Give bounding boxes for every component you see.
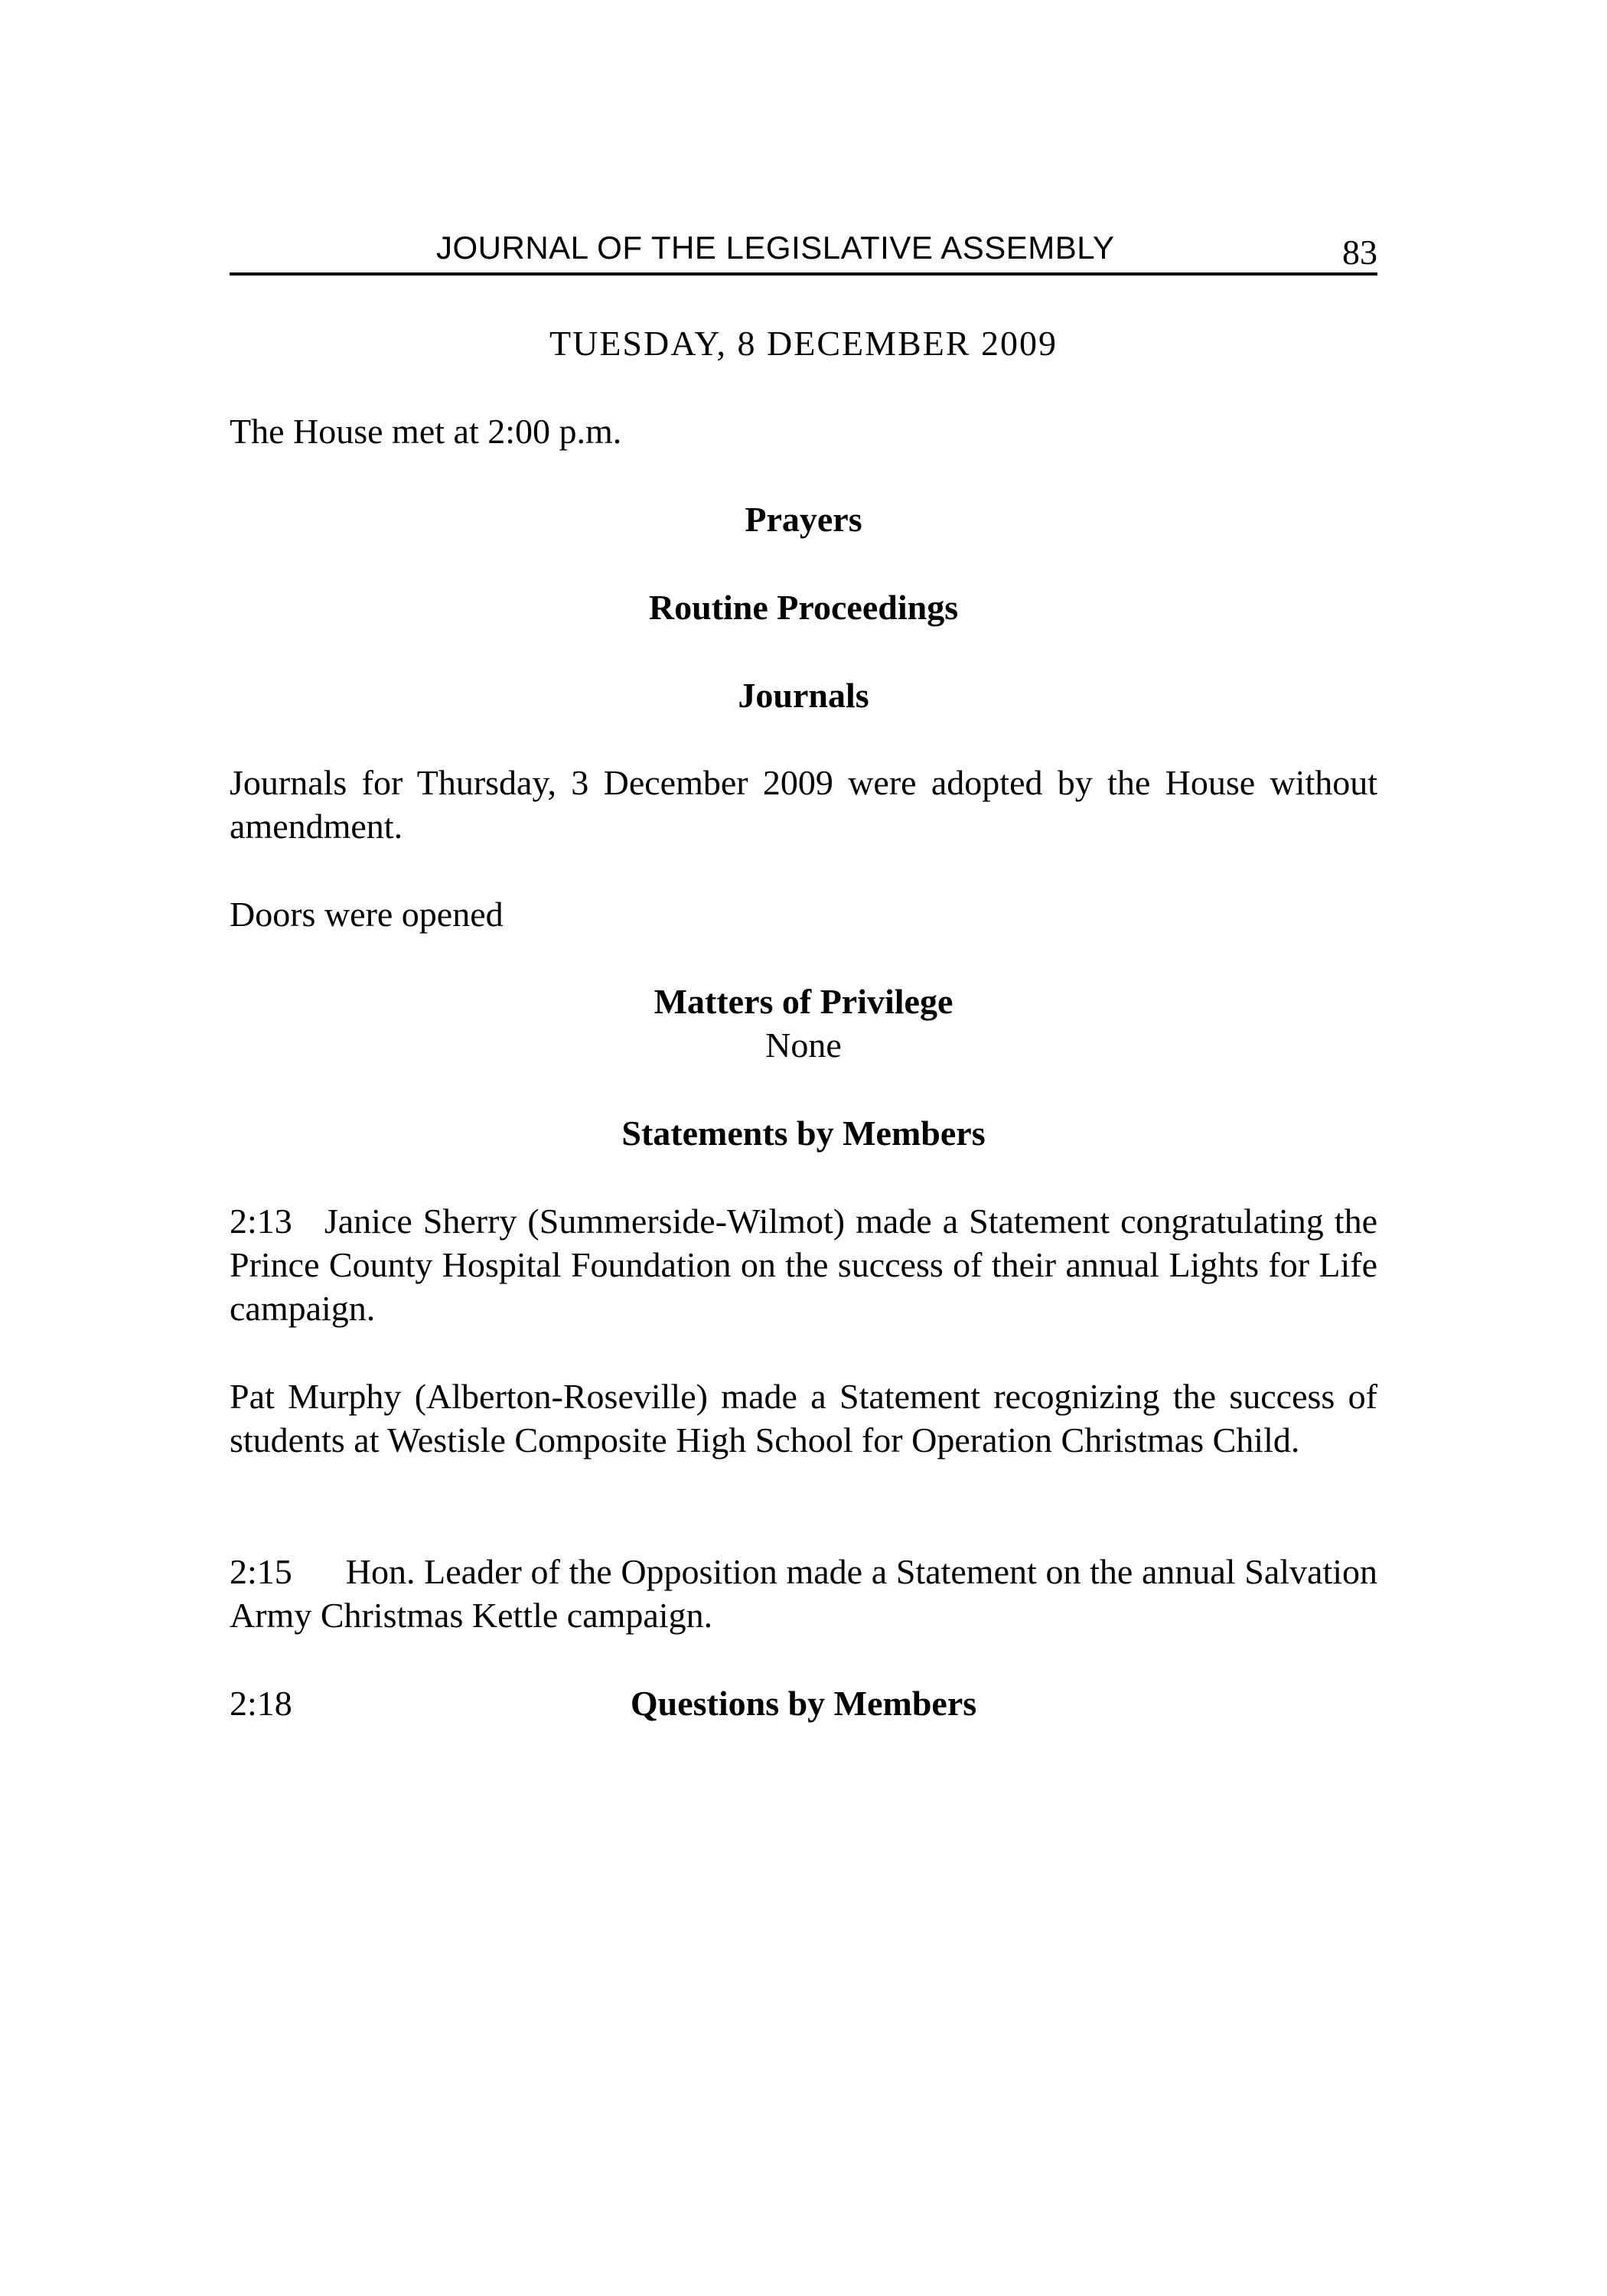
sitting-date: TUESDAY, 8 DECEMBER 2009 (549, 324, 1058, 363)
heading-prayers: Prayers (745, 500, 862, 539)
statement-text: Hon. Leader of the Opposition made a Statement on the annual Salvation Army Christmas Kettle campaign. (230, 1552, 1378, 1635)
page-number: 83 (1342, 233, 1377, 272)
privilege-none-note: None (765, 1026, 842, 1065)
heading-journals: Journals (738, 676, 869, 715)
opening-statement: The House met at 2:00 p.m. (230, 412, 622, 451)
heading-matters-of-privilege: Matters of Privilege (654, 982, 953, 1021)
heading-routine-proceedings: Routine Proceedings (648, 588, 959, 627)
header-rule (230, 272, 1377, 276)
running-header (230, 227, 1377, 274)
statement-text: Janice Sherry (Summerside-Wilmot) made a Statement congratulating the Prince County Hospital Foundation on the success of their annual Lights for Life campaign. (230, 1202, 1377, 1328)
statement-opposition-leader (230, 1550, 1377, 1637)
journals-adopted-paragraph: Journals for Thursday, 3 December 2009 were adopted by the House without amendment. (230, 763, 1377, 846)
statement-sherry (230, 1199, 1377, 1330)
statement-time: 2:13 (230, 1202, 292, 1241)
questions-section-row (230, 1681, 1377, 1725)
statement-time: 2:15 (230, 1552, 292, 1591)
heading-statements-by-members: Statements by Members (621, 1114, 986, 1153)
statement-murphy: Pat Murphy (Alberton-Roseville) made a Statement recognizing the success of students at Westisle Composite High School for Operation Christmas Child. (230, 1377, 1377, 1459)
questions-time: 2:18 (230, 1684, 292, 1723)
heading-questions-by-members: Questions by Members (630, 1684, 977, 1723)
journal-title: JOURNAL OF THE LEGISLATIVE ASSEMBLY (436, 230, 1115, 266)
doors-opened-paragraph: Doors were opened (230, 895, 504, 934)
